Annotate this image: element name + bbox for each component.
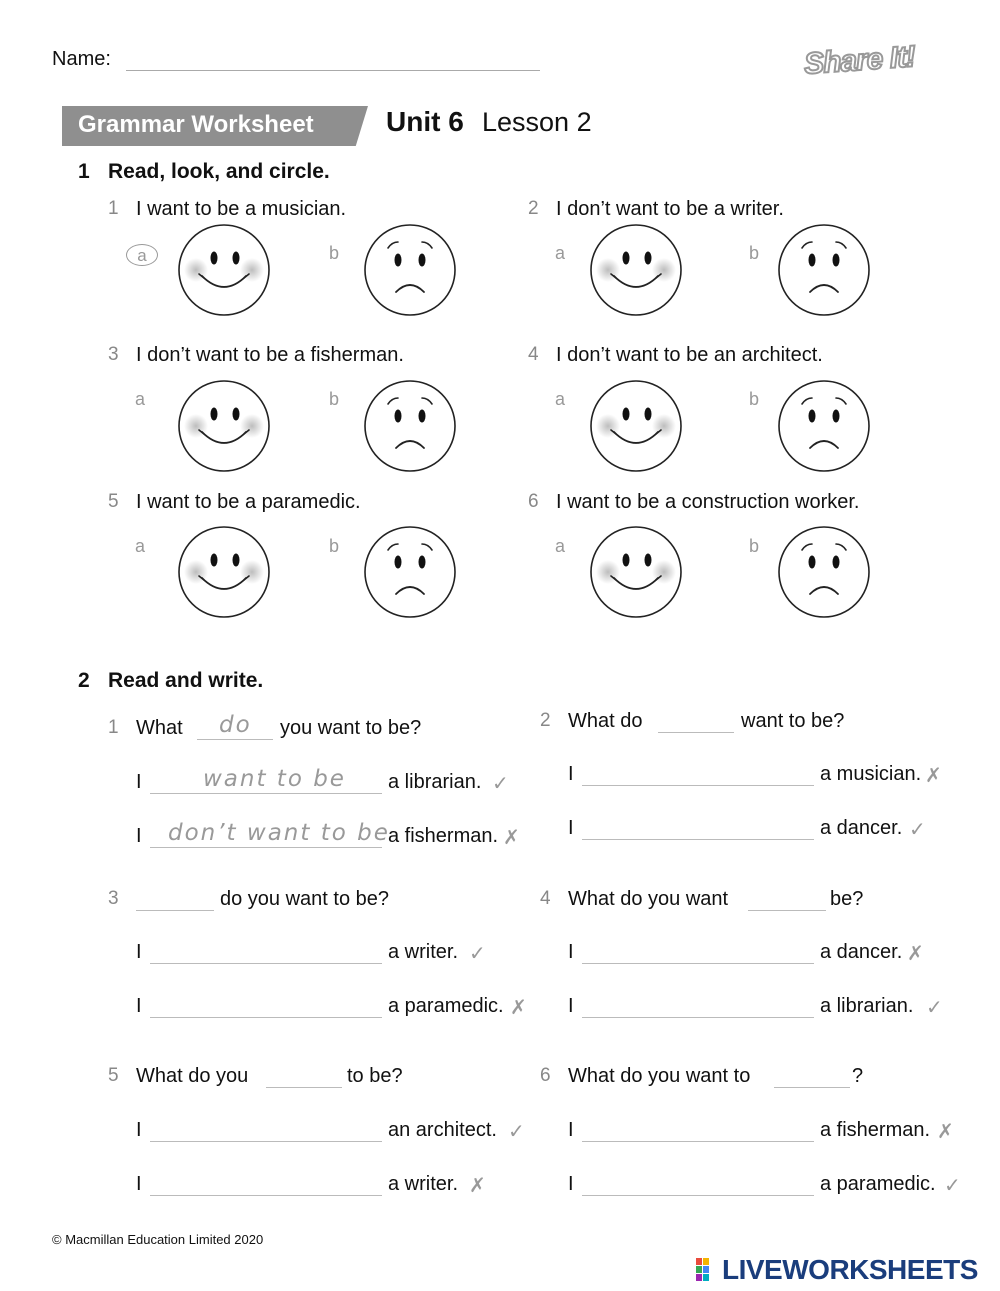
s2-item4-line1-object: a dancer. xyxy=(820,941,903,963)
s2-item3-line2-object: a paramedic. xyxy=(388,995,504,1017)
s1-item2-text: I don’t want to be a writer. xyxy=(556,198,784,220)
s2-item5-line1-object: an architect. xyxy=(388,1119,497,1141)
s2-item3-line2-blank[interactable] xyxy=(150,1017,382,1018)
worksheet-banner-title: Grammar Worksheet xyxy=(78,111,314,138)
s2-item3-number: 3 xyxy=(108,888,119,909)
s2-item2-line1-object: a musician. xyxy=(820,763,922,785)
s1-item1-option-b[interactable]: b xyxy=(329,243,340,263)
s2-item1-line2-blank[interactable] xyxy=(150,847,382,848)
s2-item4-line2-blank[interactable] xyxy=(582,1017,814,1018)
s2-item6-question-start: What do you want to xyxy=(568,1065,751,1087)
lesson-title: Lesson 2 xyxy=(482,107,592,137)
unit-title: Unit 6 xyxy=(386,106,464,137)
s1-item6-option-b[interactable]: b xyxy=(749,536,760,556)
s1-item2-option-a[interactable]: a xyxy=(555,243,566,263)
s2-item6-line1-object: a fisherman. xyxy=(820,1119,931,1141)
cross-mark-icon: ✗ xyxy=(503,827,520,849)
s2-item1-line1-subject: I xyxy=(136,771,142,793)
section1-title: Read, look, and circle. xyxy=(108,160,330,183)
s2-item2-question-end: want to be? xyxy=(741,710,845,732)
check-mark-icon: ✓ xyxy=(492,773,509,795)
s2-item1-line1-object: a librarian. xyxy=(388,771,482,793)
s2-item4-question-end: be? xyxy=(830,888,864,910)
happy-face-icon[interactable] xyxy=(176,524,272,620)
s2-item1-number: 1 xyxy=(108,717,119,738)
s1-item4-option-a[interactable]: a xyxy=(555,389,566,409)
s2-item3-line2-subject: I xyxy=(136,995,142,1017)
cross-mark-icon: ✗ xyxy=(937,1121,954,1143)
s1-item5-option-a[interactable]: a xyxy=(135,536,146,556)
s2-item4-line1-subject: I xyxy=(568,941,574,963)
s2-item6-line1-subject: I xyxy=(568,1119,574,1141)
s2-item1-question-answer: do xyxy=(219,712,252,738)
s2-item2-question-start: What do xyxy=(568,710,643,732)
s2-item2-line1-subject: I xyxy=(568,763,574,785)
happy-face-icon[interactable] xyxy=(588,222,684,318)
s2-item5-line2-blank[interactable] xyxy=(150,1195,382,1196)
s1-item6-text: I want to be a construction worker. xyxy=(556,491,860,513)
check-mark-icon: ✓ xyxy=(469,943,486,965)
happy-face-icon[interactable] xyxy=(176,378,272,474)
section1-number: 1 xyxy=(78,160,90,183)
happy-face-icon[interactable] xyxy=(588,524,684,620)
section2-title: Read and write. xyxy=(108,669,264,692)
s2-item5-question-end: to be? xyxy=(347,1065,403,1087)
cross-mark-icon: ✗ xyxy=(907,943,924,965)
sad-face-icon[interactable] xyxy=(776,378,872,474)
s2-item4-number: 4 xyxy=(540,888,551,909)
s2-item6-question-blank[interactable] xyxy=(774,1087,850,1088)
happy-face-icon[interactable] xyxy=(176,222,272,318)
s2-item5-line2-object: a writer. xyxy=(388,1173,459,1195)
s2-item1-question-end: you want to be? xyxy=(280,717,422,739)
s2-item5-question-start: What do you xyxy=(136,1065,249,1087)
share-it-logo: Share It! xyxy=(802,40,917,81)
s2-item6-question-end: ? xyxy=(852,1065,864,1087)
s2-item6-line2-blank[interactable] xyxy=(582,1195,814,1196)
s2-item5-question-blank[interactable] xyxy=(266,1087,342,1088)
s2-item3-line1-blank[interactable] xyxy=(150,963,382,964)
name-input-line[interactable] xyxy=(126,70,540,71)
s1-item5-option-b[interactable]: b xyxy=(329,536,340,556)
s2-item1-question-start: What xyxy=(136,717,183,739)
s2-item3-line1-subject: I xyxy=(136,941,142,963)
cross-mark-icon: ✗ xyxy=(510,997,527,1019)
s1-item5-number: 5 xyxy=(108,491,119,512)
s2-item5-line1-subject: I xyxy=(136,1119,142,1141)
s2-item5-line1-blank[interactable] xyxy=(150,1141,382,1142)
check-mark-icon: ✓ xyxy=(508,1121,525,1143)
s2-item1-line1-blank[interactable] xyxy=(150,793,382,794)
s2-item6-number: 6 xyxy=(540,1065,551,1086)
s1-item1-number: 1 xyxy=(108,198,119,219)
s2-item4-line2-object: a librarian. xyxy=(820,995,914,1017)
s1-item4-number: 4 xyxy=(528,344,539,365)
s2-item3-question-end: do you want to be? xyxy=(220,888,390,910)
cross-mark-icon: ✗ xyxy=(925,765,942,787)
s2-item4-line2-subject: I xyxy=(568,995,574,1017)
s1-item3-option-b[interactable]: b xyxy=(329,389,340,409)
s1-item3-number: 3 xyxy=(108,344,119,365)
s2-item1-line2-subject: I xyxy=(136,825,142,847)
section2-number: 2 xyxy=(78,669,90,692)
liveworksheets-logo-icon xyxy=(696,1258,718,1282)
happy-face-icon[interactable] xyxy=(588,378,684,474)
s1-item6-number: 6 xyxy=(528,491,539,512)
cross-mark-icon: ✗ xyxy=(469,1175,486,1197)
s1-item1-option-a-circled[interactable]: a xyxy=(126,244,158,266)
check-mark-icon: ✓ xyxy=(909,819,926,841)
s1-item3-text: I don’t want to be a fisherman. xyxy=(136,344,404,366)
s1-item6-option-a[interactable]: a xyxy=(555,536,566,556)
s2-item2-line2-subject: I xyxy=(568,817,574,839)
s1-item5-text: I want to be a paramedic. xyxy=(136,491,361,513)
s2-item2-number: 2 xyxy=(540,710,551,731)
s2-item2-line2-blank[interactable] xyxy=(582,839,814,840)
s2-item3-line1-object: a writer. xyxy=(388,941,459,963)
sad-face-icon[interactable] xyxy=(362,524,458,620)
name-label: Name: xyxy=(52,48,111,70)
check-mark-icon: ✓ xyxy=(926,997,943,1019)
copyright-text: © Macmillan Education Limited 2020 xyxy=(52,1232,264,1247)
s1-item4-option-b[interactable]: b xyxy=(749,389,760,409)
sad-face-icon[interactable] xyxy=(776,524,872,620)
sad-face-icon[interactable] xyxy=(776,222,872,318)
sad-face-icon[interactable] xyxy=(362,378,458,474)
s2-item2-line2-object: a dancer. xyxy=(820,817,903,839)
s2-item2-question-blank[interactable] xyxy=(658,732,734,733)
s1-item2-number: 2 xyxy=(528,198,539,219)
s2-item1-question-blank[interactable] xyxy=(197,739,273,740)
s1-item4-text: I don’t want to be an architect. xyxy=(556,344,823,366)
check-mark-icon: ✓ xyxy=(944,1175,961,1197)
liveworksheets-brand[interactable]: LIVEWORKSHEETS xyxy=(722,1254,978,1285)
s1-item2-option-b[interactable]: b xyxy=(749,243,760,263)
s2-item3-question-blank[interactable] xyxy=(136,910,214,911)
s2-item4-question-start: What do you want xyxy=(568,888,729,910)
s2-item1-line2-answer: don’t want to be xyxy=(168,820,390,846)
s2-item6-line2-subject: I xyxy=(568,1173,574,1195)
s2-item1-line1-answer: want to be xyxy=(203,766,346,792)
s2-item4-line1-blank[interactable] xyxy=(582,963,814,964)
s2-item2-line1-blank[interactable] xyxy=(582,785,814,786)
s1-item3-option-a[interactable]: a xyxy=(135,389,146,409)
s1-item1-text: I want to be a musician. xyxy=(136,198,347,220)
s2-item1-line2-object: a fisherman. xyxy=(388,825,499,847)
s2-item5-number: 5 xyxy=(108,1065,119,1086)
s2-item4-question-blank[interactable] xyxy=(748,910,826,911)
s2-item5-line2-subject: I xyxy=(136,1173,142,1195)
s2-item6-line2-object: a paramedic. xyxy=(820,1173,936,1195)
sad-face-icon[interactable] xyxy=(362,222,458,318)
s2-item6-line1-blank[interactable] xyxy=(582,1141,814,1142)
